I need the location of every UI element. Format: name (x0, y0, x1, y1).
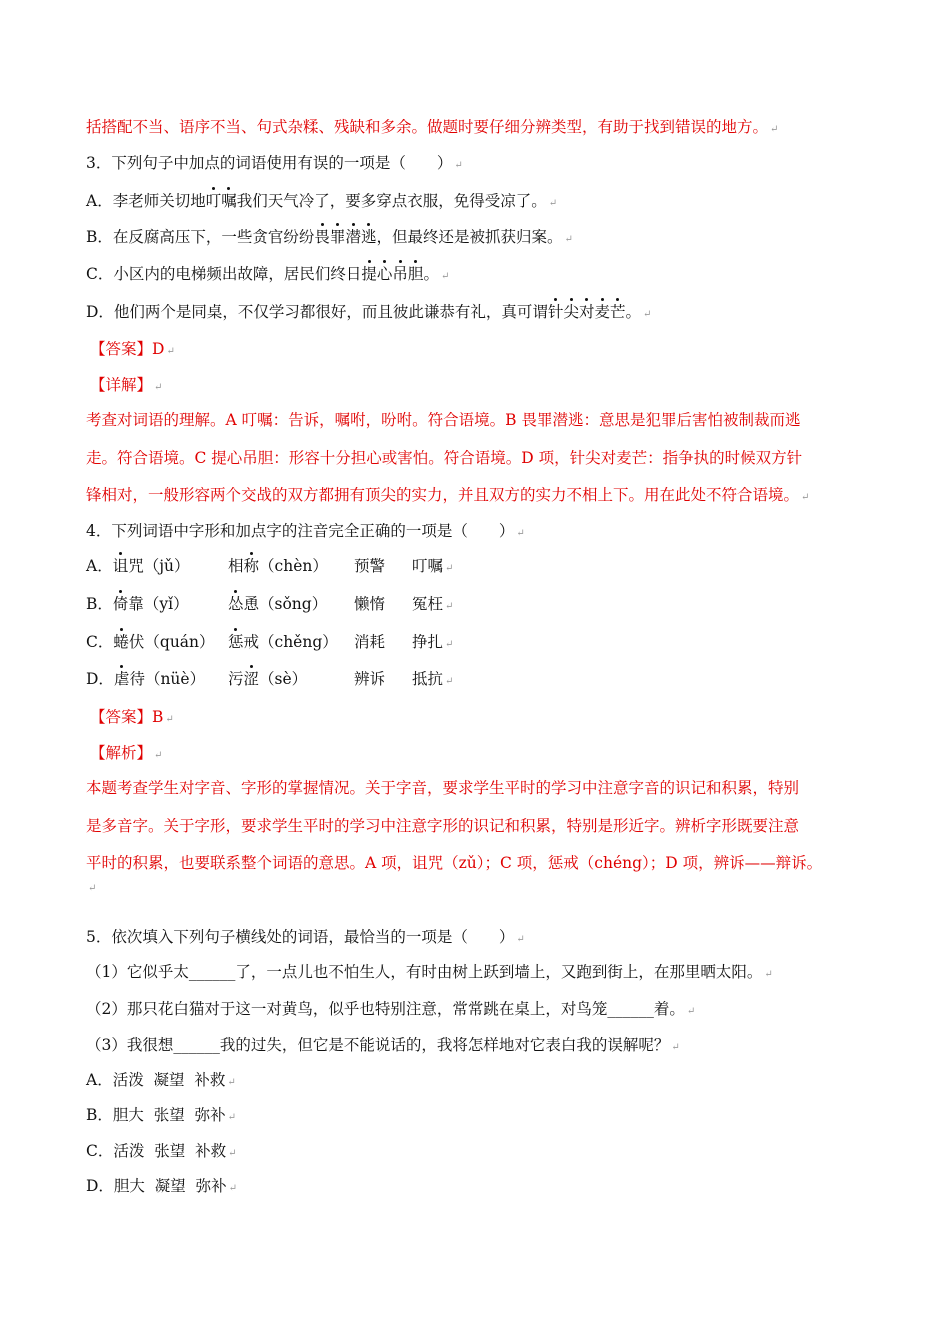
q4-stem: 4．下列词语中字形和加点字的注音完全正确的一项是（ ） ↵ (86, 522, 525, 540)
q5-sentence-2: （2）那只花白猫对于这一对黄鸟，似乎也特别注意，常常跳在桌上，对鸟笼______着。 ↵ (86, 1000, 696, 1018)
q4-explain-label: 【解析】 ↵ (90, 744, 163, 762)
q3-explain-line: 走。符合语境。C 提心吊胆：形容十分担心或害怕。符合语境。D 项，针尖对麦芒：指争执的时候双方针 (86, 449, 803, 467)
paragraph-mark: ↵ (88, 883, 97, 894)
q4-explain-line: 平时的积累，也要联系整个词语的意思。A 项，诅咒（zǔ）；C 项，惩戒（chéng）；D 项，辨诉——辩诉。 (86, 854, 823, 872)
q4-answer: 【答案】B ↵ (90, 708, 174, 726)
intro-tail: 括搭配不当、语序不当、句式杂糅、残缺和多余。做题时要仔细分辨类型，有助于找到错误的地方。 ↵ (86, 118, 779, 136)
q3-explain-line: 锋相对，一般形容两个交战的双方都拥有顶尖的实力，并且双方的实力不相上下。用在此处不符合语境。 ↵ (86, 486, 810, 504)
q5-option-d: D．胆大 凝望 弥补 ↵ (86, 1177, 238, 1195)
q5-option-c: C．活泼 张望 补救 ↵ (86, 1142, 237, 1160)
q5-sentence-3: （3）我很想______我的过失，但它是不能说话的，我将怎样地对它表白我的误解呢？ ↵ (86, 1036, 680, 1054)
q3-stem: 3．下列句子中加点的词语使用有误的一项是（ ） ↵ (86, 154, 463, 172)
q5-sentence-1: （1）它似乎太______了，一点儿也不怕生人，有时由树上跃到墙上，又跑到街上，在那里晒太阳。 ↵ (86, 963, 773, 981)
q5-option-b: B．胆大 张望 弥补 ↵ (86, 1106, 236, 1124)
q4-explain-line: 本题考查学生对字音、字形的掌握情况。关于字音，要求学生平时的学习中注意字音的识记和积累，特别 (86, 779, 800, 797)
q3-answer: 【答案】D ↵ (90, 340, 175, 358)
q3-explain-line: 考查对词语的理解。A 叮嘱：告诉，嘱咐，吩咐。符合语境。B 畏罪潜逃：意思是犯罪后害怕被制裁而逃 (86, 411, 801, 429)
q3-option-b: B．在反腐高压下，一些贪官纷纷畏罪潜逃，但最终还是被抓获归案。 ↵ (86, 228, 573, 246)
q3-option-d: D．他们两个是同桌，不仅学习都很好，而且彼此谦恭有礼，真可谓针尖对麦芒。 ↵ (86, 303, 652, 321)
q4-explain-line: 是多音字。关于字形，要求学生平时的学习中注意字形的识记和积累，特别是形近字。辨析字形既要注意 (86, 817, 800, 835)
q3-option-a: A．李老师关切地叮嘱我们天气冷了，要多穿点衣服，免得受凉了。 ↵ (86, 192, 558, 210)
q3-option-c: C．小区内的电梯频出故障，居民们终日提心吊胆。 ↵ (86, 265, 450, 283)
q5-option-a: A．活泼 凝望 补救 ↵ (86, 1071, 236, 1089)
q5-stem: 5．依次填入下列句子横线处的词语，最恰当的一项是（ ） ↵ (86, 928, 525, 946)
document-page: 括搭配不当、语序不当、句式杂糅、残缺和多余。做题时要仔细分辨类型，有助于找到错误的地方。 ↵ 3．下列句子中加点的词语使用有误的一项是（ ） ↵ A．李老师关切地叮嘱我们天气冷了，要多穿点衣服，免得受凉了。 ↵ B．在反腐高压下，一些贪官纷纷畏罪潜逃，但最终还是被抓获归案。 ↵ C．小区内的电梯频出故障，居民们终日提心吊胆。 ↵ D．他们两个是同桌，不仅学习都很好，而且彼此谦恭有礼，真可谓针尖对麦芒。 ↵ 【答案】D ↵ 【详解】 ↵ 考查对词语的理解。A 叮嘱：告诉，嘱咐，吩咐。符合语境。B 畏罪潜逃：意思是犯罪后害怕被制裁而逃 走。符合语境。C 提心吊胆：形容十分担心或害怕。符合语境。D 项，针尖对麦芒：指争执的时候双方针 锋相对，一般形容两个交战的双方都拥有顶尖的实力，并且双方的实力不相上下。用在此处不符合语境。 ↵ 4．下列词语中字形和加点字的注音完全正确的一项是（ ） ↵ A．诅咒（jǔ） 相称（chèn） 预警 叮嘱 ↵ B．倚靠（yǐ） 怂恿（sǒng） 懒惰 冤枉 ↵ C．蜷伏（quán） 惩戒（chěng） 消耗 挣扎 ↵ D．虐待（nüè） 污涩（sè） 辨诉 抵抗 ↵ 【答案】B ↵ 【解析】 ↵ 本题考查学生对字音、字形的掌握情况。关于字音，要求学生平时的学习中注意字音的识记和积累，特别 是多音字。关于字形，要求学生平时的学习中注意字形的识记和积累，特别是形近字。辨析字形既要注意 平时的积累，也要联系整个词语的意思。A 项，诅咒（zǔ）；C 项，惩戒（chéng）；D 项，辨诉——辩诉。 ↵ 5．依次填入下列句子横线处的词语，最恰当的一项是（ ） ↵ （1）它似乎太______了，一点儿也不怕生人，有时由树上跃到墙上，又跑到街上，在那里晒太阳。 ↵ （2）那只花白猫对于这一对黄鸟，似乎也特别注意，常常跳在桌上，对鸟笼______着。 ↵ （3）我很想______我的过失，但它是不能说话的，我将怎样地对它表白我的误解呢？ ↵ A．活泼 凝望 补救 ↵ B．胆大 张望 弥补 ↵ C．活泼 张望 补救 ↵ D．胆大 凝望 弥补 ↵ (0, 0, 950, 1344)
q3-explain-label: 【详解】 ↵ (90, 376, 163, 394)
